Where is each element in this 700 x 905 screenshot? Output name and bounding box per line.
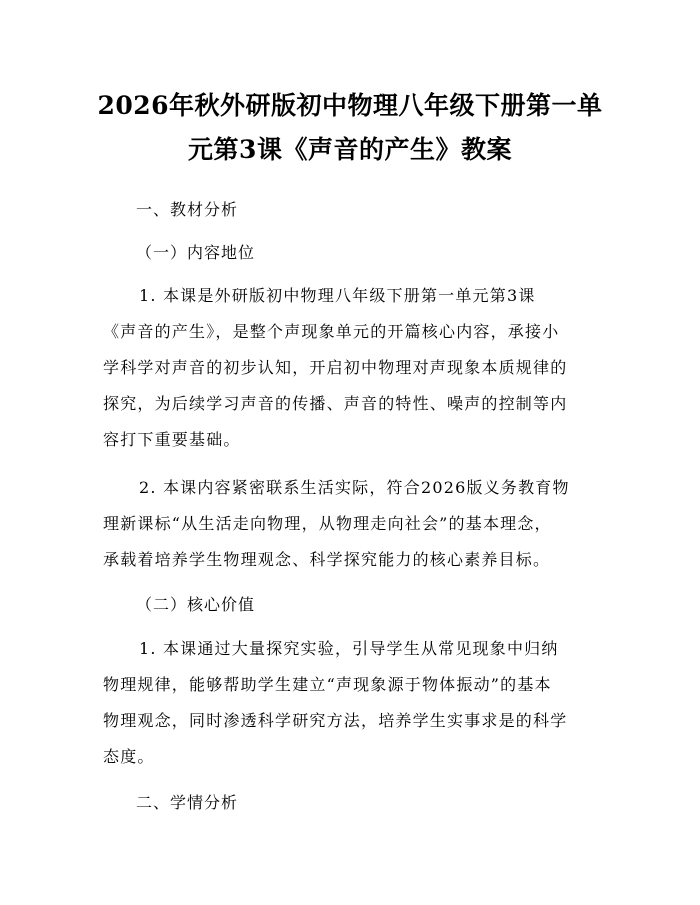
paragraph-core-value-1 bbox=[103, 631, 603, 775]
paragraph-line: 《声音的产生》，是整个声现象单元的开篇核心内容，承接小 bbox=[103, 322, 560, 341]
paragraph-line: 2. 本课内容紧密联系生活实际，符合2026版义务教育物 bbox=[139, 478, 570, 497]
title-line-2: 元第3课《声音的产生》教案 bbox=[188, 135, 512, 164]
document-title bbox=[95, 84, 605, 172]
paragraph-content-position-2 bbox=[103, 470, 603, 578]
paragraph-line: 承载着培养学生物理观念、科学探究能力的核心素养目标。 bbox=[103, 550, 551, 569]
paragraph-line: 1. 本课是外研版初中物理八年级下册第一单元第3课 bbox=[139, 286, 536, 305]
paragraph-line: 1. 本课通过大量探究实验，引导学生从常见现象中归纳 bbox=[139, 639, 559, 658]
paragraph-line: 物理观念，同时渗透科学研究方法，培养学生实事求是的科学 bbox=[103, 711, 568, 730]
paragraph-content-position-1 bbox=[103, 278, 603, 458]
paragraph-line: 物理规律，能够帮助学生建立“声现象源于物体振动”的基本 bbox=[103, 675, 552, 694]
title-line-1: 2026年秋外研版初中物理八年级下册第一单 bbox=[97, 91, 603, 120]
subsection-heading-content-position: （一）内容地位 bbox=[136, 243, 256, 262]
paragraph-line: 态度。 bbox=[103, 747, 155, 766]
paragraph-line: 容打下重要基础。 bbox=[103, 430, 241, 449]
paragraph-line: 理新课标“从生活走向物理，从物理走向社会”的基本理念， bbox=[103, 514, 552, 533]
section-heading-learner-analysis: 二、学情分析 bbox=[136, 793, 239, 812]
subsection-heading-core-value: （二）核心价值 bbox=[136, 595, 256, 614]
paragraph-line: 学科学对声音的初步认知，开启初中物理对声现象本质规律的 bbox=[103, 358, 568, 377]
paragraph-line: 探究，为后续学习声音的传播、声音的特性、噪声的控制等内 bbox=[103, 394, 568, 413]
section-heading-textbook-analysis: 一、教材分析 bbox=[136, 200, 239, 219]
